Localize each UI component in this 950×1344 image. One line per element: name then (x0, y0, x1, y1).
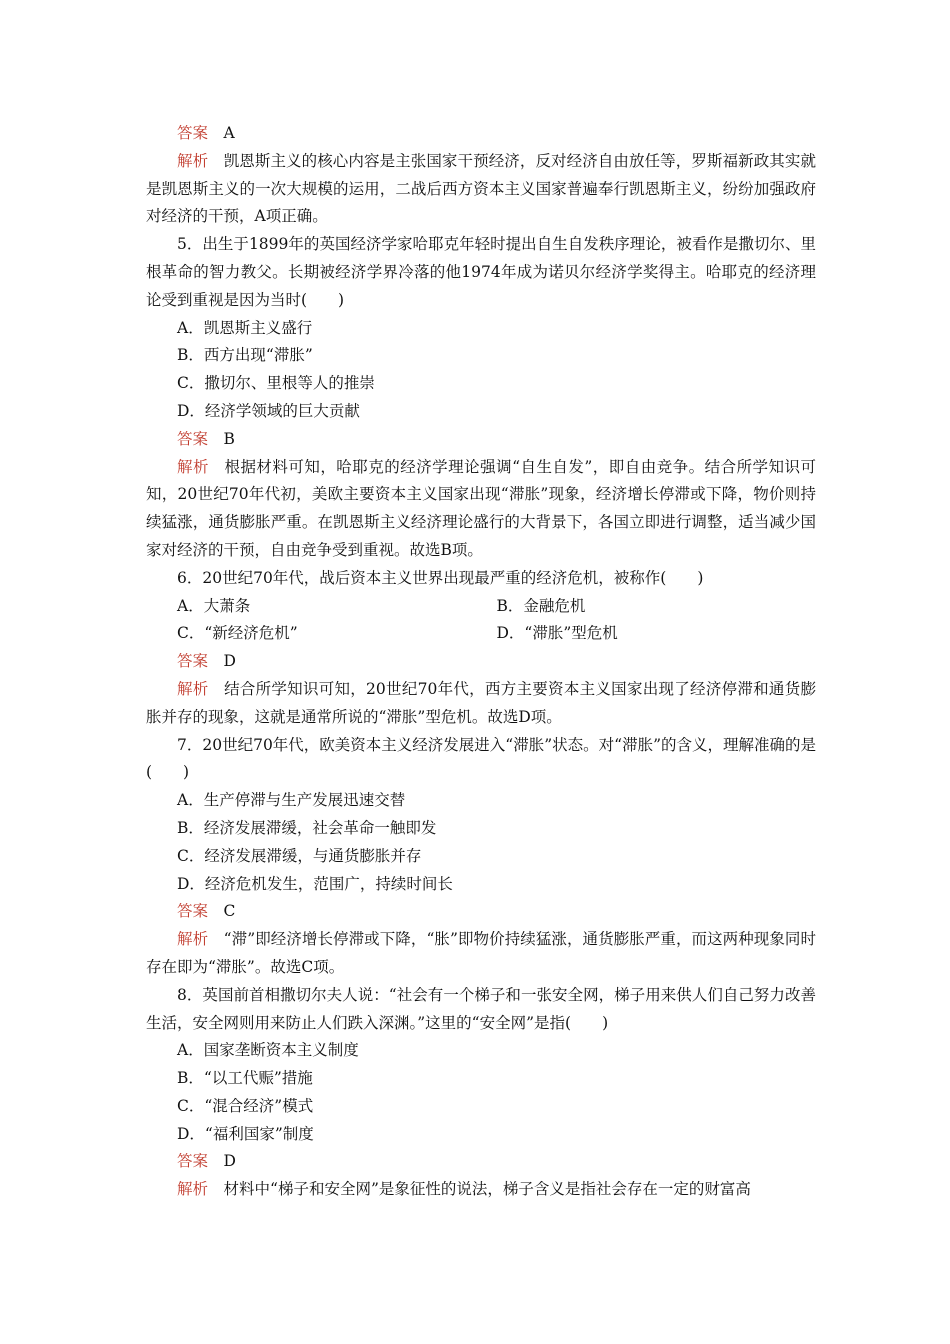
answer-option: A．生产停滞与生产发展迅速交替 (177, 791, 406, 810)
answer-value: D (223, 652, 236, 671)
analysis-text: 材料中“梯子和安全网”是象征性的说法，梯子含义是指社会存在一定的财富高 (223, 1180, 751, 1199)
question-stem: 8．英国前首相撒切尔夫人说：“社会有一个梯子和一张安全网，梯子用来供人们自己努力改善生活，安全网则用来防止人们跌入深渊。”这里的“安全网”是指( ) (146, 985, 816, 1032)
analysis-tag: 解析 (177, 930, 209, 949)
answer-option-row (146, 593, 816, 621)
analysis-tag: 解析 (177, 1180, 209, 1199)
analysis-text: “滞”即经济增长停滞或下降，“胀”即物价持续猛涨，通货膨胀严重，而这两种现象同时存在即为“滞胀”。故选C项。 (146, 930, 816, 976)
answer-option: D．经济学领域的巨大贡献 (177, 401, 360, 420)
answer-option: C．“新经济危机” (177, 624, 298, 643)
answer-line (146, 898, 816, 926)
answer-option: C．经济发展滞缓，与通货膨胀并存 (177, 846, 422, 865)
answer-option: A．大萧条 (177, 596, 251, 615)
answer-tag: 答案 (177, 429, 209, 448)
analysis-tag: 解析 (177, 679, 209, 698)
document-body (146, 120, 816, 1204)
answer-value: C (223, 902, 236, 921)
answer-option: D．经济危机发生，范围广，持续时间长 (177, 874, 453, 893)
answer-option: B．金融危机 (496, 596, 586, 615)
answer-line (146, 1148, 816, 1176)
analysis-paragraph (146, 1176, 816, 1204)
answer-tag: 答案 (177, 652, 209, 671)
answer-tag: 答案 (177, 902, 209, 921)
answer-option: A．国家垄断资本主义制度 (177, 1041, 359, 1060)
answer-option: B．西方出现“滞胀” (177, 346, 313, 365)
question-stem: 6．20世纪70年代，战后资本主义世界出现最严重的经济危机，被称作( ) (177, 568, 704, 587)
analysis-text: 结合所学知识可知，20世纪70年代，西方主要资本主义国家出现了经济停滞和通货膨胀并存的现象，这就是通常所说的“滞胀”型危机。故选D项。 (146, 679, 816, 726)
answer-option: D．“福利国家”制度 (177, 1124, 314, 1143)
answer-line (146, 426, 816, 454)
answer-value: D (223, 1152, 236, 1171)
analysis-text: 根据材料可知，哈耶克的经济学理论强调“自生自发”，即自由竞争。结合所学知识可知，20世纪70年代初，美欧主要资本主义国家出现“滞胀”现象，经济增长停滞或下降，物价则持续猛涨，通货膨胀严重。在凯恩斯主义经济理论盛行的大背景下，各国立即进行调整，适当减少国家对经济的干预，自由竞争受到重视。故选B项。 (146, 457, 816, 559)
answer-option: C．“混合经济”模式 (177, 1096, 314, 1115)
analysis-paragraph (146, 926, 816, 982)
question-stem: 7．20世纪70年代，欧美资本主义经济发展进入“滞胀”状态。对“滞胀”的含义，理解准确的是( ) (146, 735, 817, 782)
answer-option: B．“以工代赈”措施 (177, 1069, 313, 1088)
analysis-paragraph (146, 148, 816, 231)
analysis-tag: 解析 (177, 457, 209, 476)
analysis-text: 凯恩斯主义的核心内容是主张国家干预经济，反对经济自由放任等，罗斯福新政其实就是凯恩斯主义的一次大规模的运用，二战后西方资本主义国家普遍奉行凯恩斯主义，纷纷加强政府对经济的干预，A项正确。 (146, 151, 816, 226)
analysis-paragraph (146, 676, 816, 732)
answer-value: A (223, 124, 235, 142)
answer-value: B (223, 429, 235, 448)
answer-line (146, 648, 816, 676)
answer-option: B．经济发展滞缓，社会革命一触即发 (177, 818, 437, 837)
answer-option: D．“滞胀”型危机 (496, 624, 618, 643)
answer-option: C．撒切尔、里根等人的推崇 (177, 374, 375, 393)
answer-tag: 答案 (177, 1152, 209, 1171)
analysis-tag: 解析 (177, 151, 209, 170)
answer-option: A．凯恩斯主义盛行 (177, 318, 313, 337)
answer-line (146, 120, 816, 148)
answer-tag: 答案 (177, 124, 209, 142)
question-stem: 5．出生于1899年的英国经济学家哈耶克年轻时提出自生自发秩序理论，被看作是撒切尔、里根革命的智力教父。长期被经济学界冷落的他1974年成为诺贝尔经济学奖得主。哈耶克的经济理论受到重视是因为当时( ) (146, 235, 816, 309)
answer-option-row (146, 620, 816, 648)
analysis-paragraph (146, 454, 816, 565)
